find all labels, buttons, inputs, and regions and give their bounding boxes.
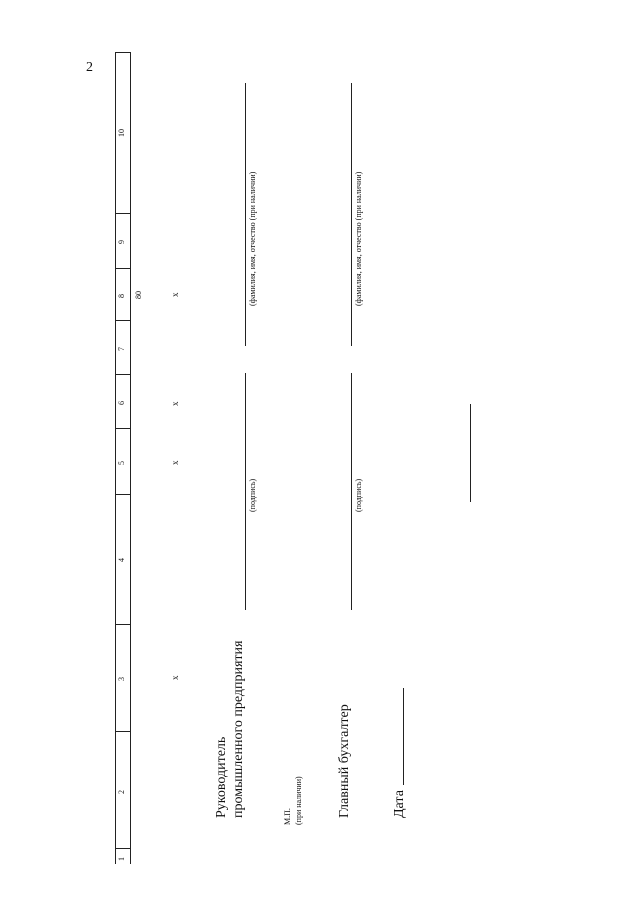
head-name-line (245, 83, 246, 346)
table-header-line-left (115, 52, 116, 864)
accountant-name-caption: (фамилия, имя, отчество (при наличии) (354, 171, 363, 306)
col-sep (115, 624, 130, 625)
table-header-line-right (130, 52, 131, 864)
accountant-name-line (351, 83, 352, 346)
column-number-3: 3 (117, 677, 126, 681)
table-top-edge (115, 52, 131, 53)
cell-col8-value: 80 (134, 291, 143, 299)
col-sep (115, 494, 130, 495)
col-sep (115, 374, 130, 375)
column-number-5: 5 (117, 461, 126, 465)
stamp-note: (при наличии) (294, 776, 303, 825)
col-sep (115, 213, 130, 214)
head-signature-line (245, 373, 246, 610)
accountant-signature-caption: (подпись) (354, 478, 363, 512)
cell-col3-mark: x (170, 675, 180, 680)
cell-col6-mark: x (170, 401, 180, 406)
column-number-10: 10 (117, 129, 126, 137)
head-name-caption: (фамилия, имя, отчество (при наличии) (248, 171, 257, 306)
column-number-8: 8 (117, 294, 126, 298)
column-number-2: 2 (117, 790, 126, 794)
stamp-label: М.П. (283, 808, 292, 825)
accountant-signature-line (351, 373, 352, 610)
page-number: 2 (86, 60, 93, 75)
cell-col5-mark: x (170, 460, 180, 465)
date-label: Дата (392, 790, 407, 818)
head-signature-caption: (подпись) (248, 478, 257, 512)
head-title-line2: промышленного предприятия (231, 640, 246, 818)
column-number-1: 1 (117, 857, 126, 861)
cell-col8-mark: x (170, 292, 180, 297)
column-number-9: 9 (117, 240, 126, 244)
chief-accountant-label: Главный бухгалтер (337, 704, 352, 818)
col-sep (115, 268, 130, 269)
date-line (403, 688, 404, 785)
column-number-6: 6 (117, 401, 126, 405)
col-sep (115, 428, 130, 429)
column-number-7: 7 (117, 347, 126, 351)
column-number-4: 4 (117, 558, 126, 562)
col-sep (115, 320, 130, 321)
head-title-line1: Руководитель (214, 736, 229, 818)
extra-line (470, 404, 471, 502)
col-sep (115, 731, 130, 732)
table-bottom-edge (115, 848, 131, 849)
